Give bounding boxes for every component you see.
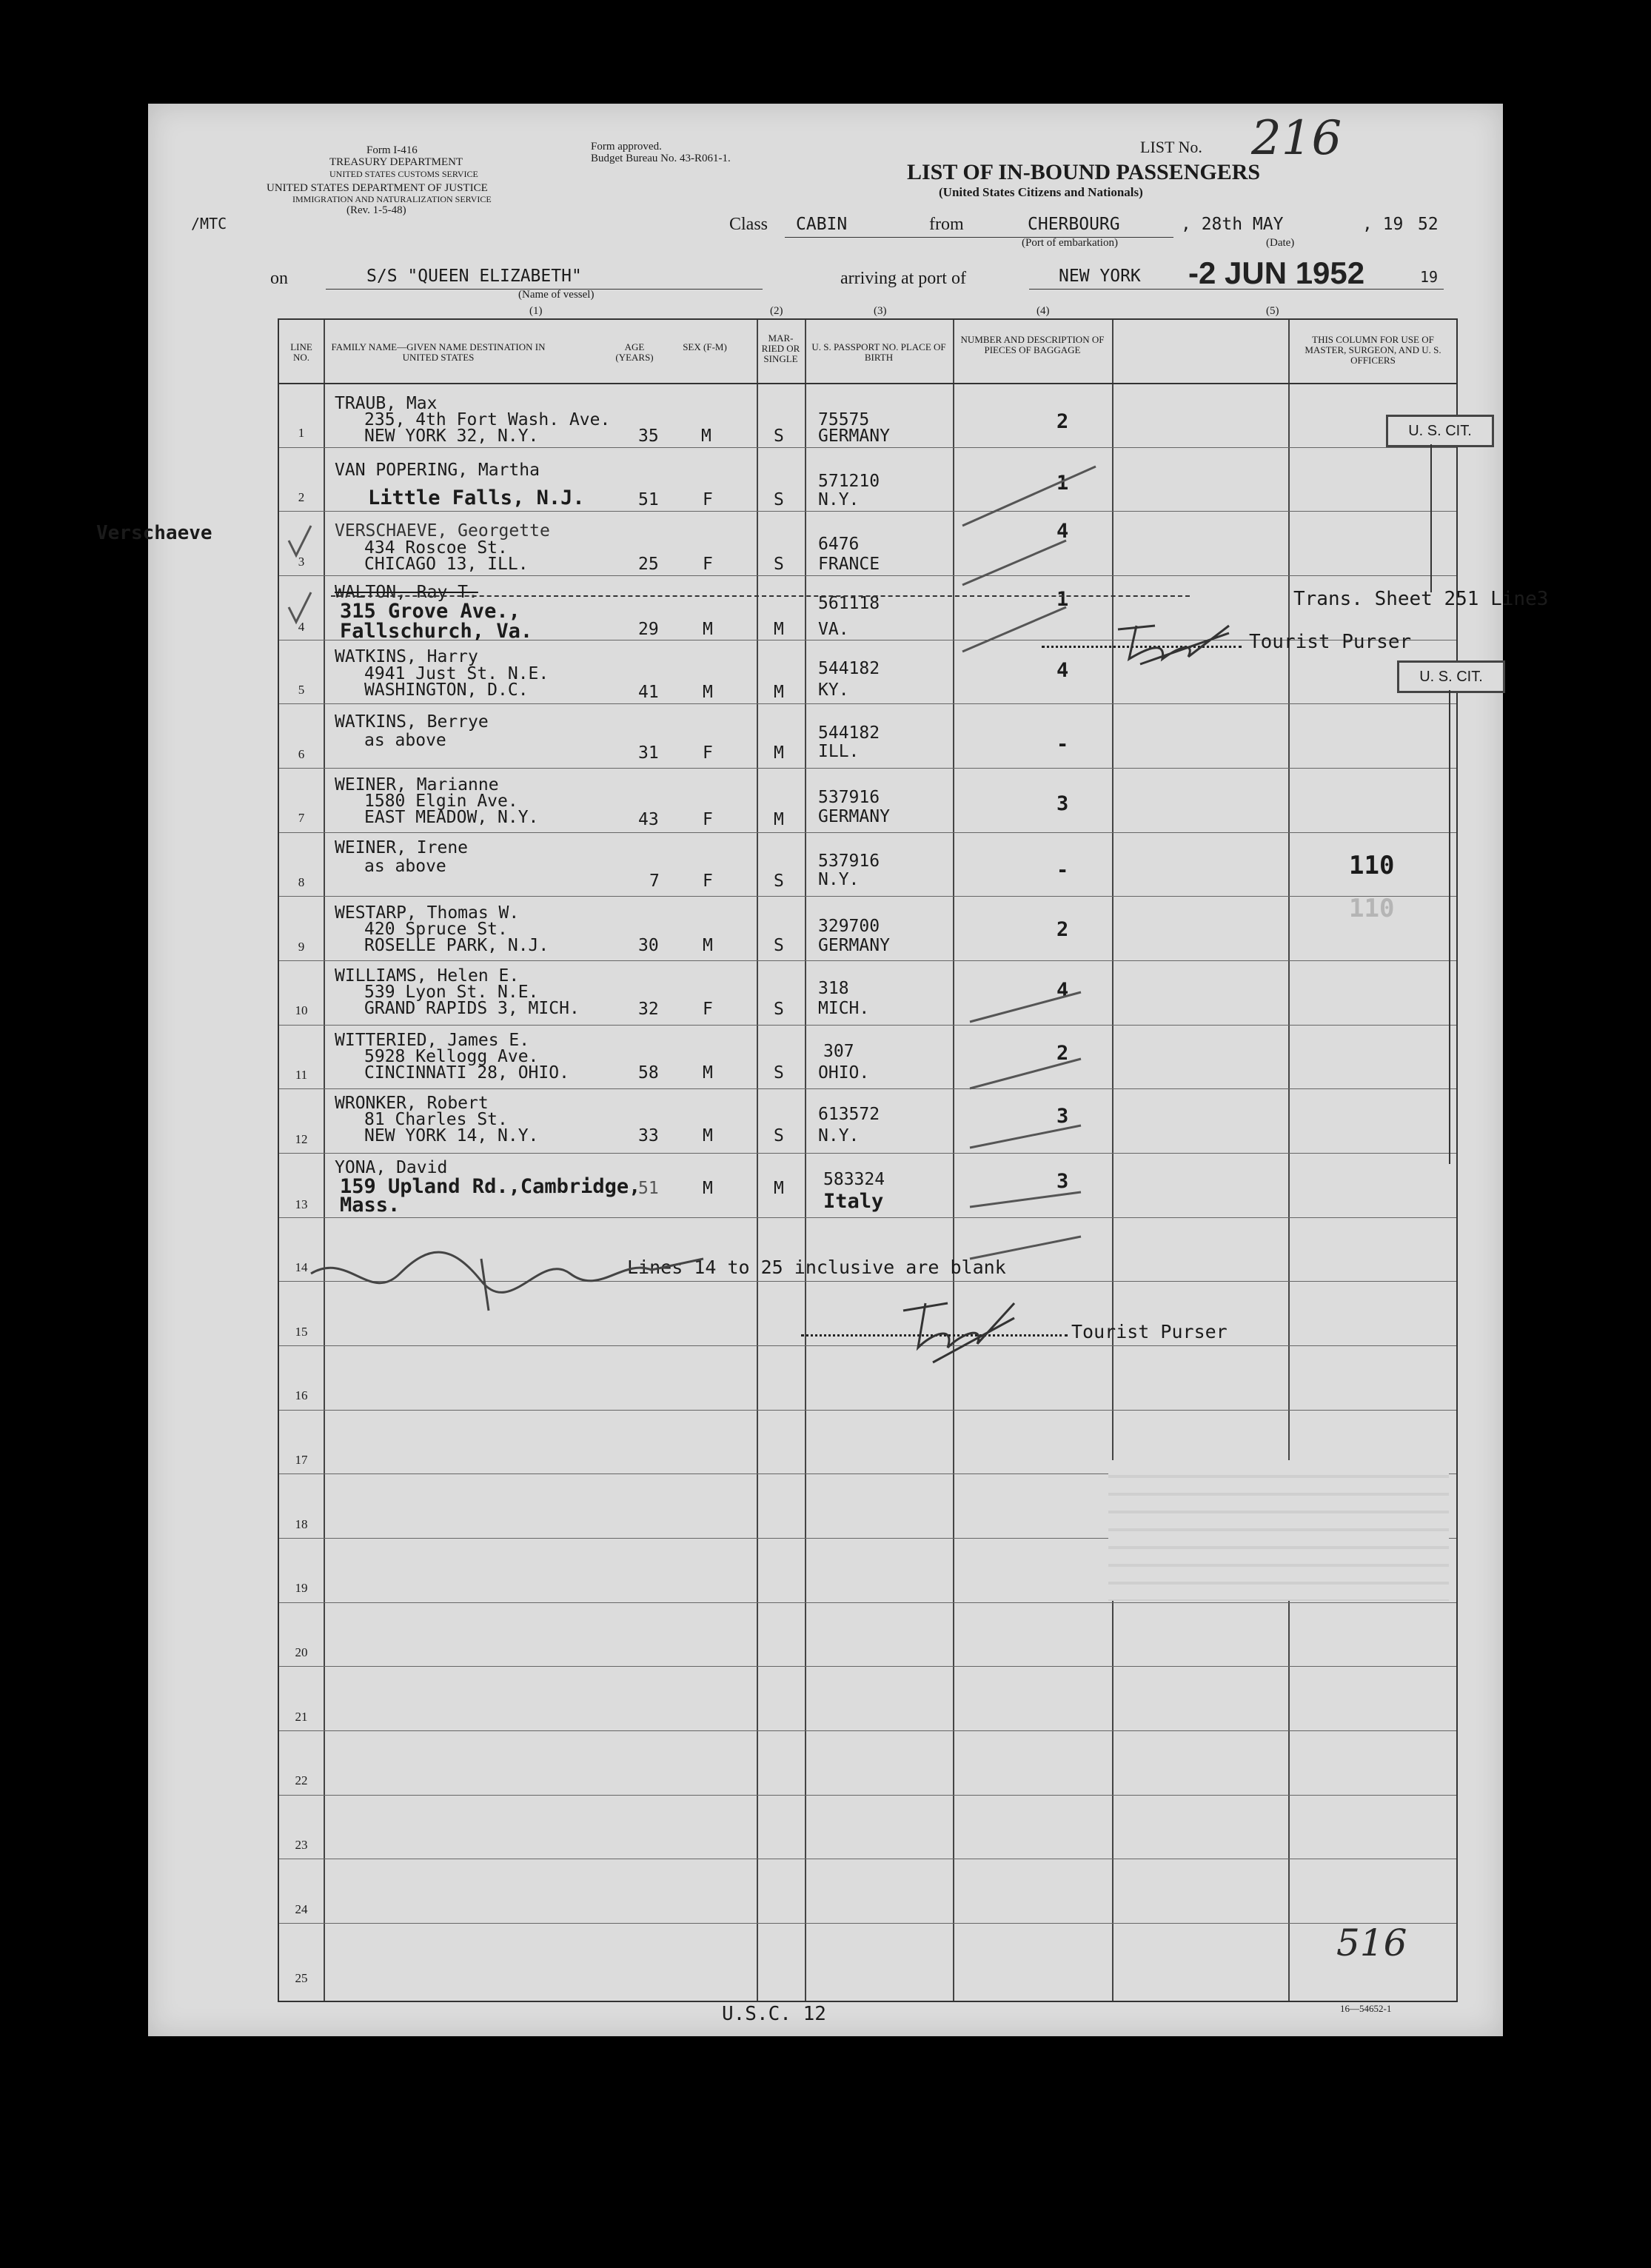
passport-number: 318 bbox=[818, 979, 849, 998]
place-of-birth: Italy bbox=[823, 1190, 884, 1213]
place-of-birth: OHIO. bbox=[818, 1063, 870, 1083]
passenger-address: 315 Grove Ave., bbox=[340, 600, 520, 623]
passenger-city: Mass. bbox=[340, 1194, 401, 1217]
passenger-city: NEW YORK 32, N.Y. bbox=[364, 426, 539, 446]
col-header-baggage: NUMBER AND DESCRIPTION OF PIECES OF BAGGAGE bbox=[960, 334, 1105, 355]
passenger-address: 1580 Elgin Ave. bbox=[364, 792, 518, 811]
marital-status: M bbox=[774, 620, 784, 639]
us-citizen-stamp: U. S. CIT. bbox=[1397, 660, 1505, 693]
rev-line: (Rev. 1-5-48) bbox=[346, 204, 406, 216]
baggage-count: 3 bbox=[1056, 792, 1069, 815]
passenger-age: 51 bbox=[638, 490, 659, 509]
marital-status: M bbox=[774, 683, 784, 702]
passenger-name: TRAUB, Max bbox=[335, 394, 438, 413]
place-of-birth: ILL. bbox=[818, 742, 860, 761]
passenger-age: 7 bbox=[649, 872, 660, 891]
passenger-name: WATKINS, Berrye bbox=[335, 712, 489, 732]
place-of-birth: GERMANY bbox=[818, 936, 890, 955]
passenger-sex: F bbox=[703, 872, 713, 891]
col-header-age: AGE (YEARS) bbox=[615, 341, 654, 363]
baggage-count: - bbox=[1056, 733, 1069, 756]
from-value: CHERBOURG bbox=[1028, 215, 1120, 234]
marital-status: S bbox=[774, 490, 784, 509]
col-num-3: (3) bbox=[874, 305, 887, 317]
budget-line: Budget Bureau No. 43-R061-1. bbox=[591, 153, 731, 164]
passenger-address: 420 Spruce St. bbox=[364, 920, 508, 939]
passenger-address: as above bbox=[364, 857, 446, 876]
marital-status: S bbox=[774, 1126, 784, 1145]
col-num-2: (2) bbox=[770, 305, 783, 317]
passenger-city: CHICAGO 13, ILL. bbox=[364, 555, 529, 574]
marital-status: S bbox=[774, 872, 784, 891]
passenger-name: WALTON, Ray T. bbox=[335, 583, 478, 602]
passenger-address: 5928 Kellogg Ave. bbox=[364, 1047, 539, 1066]
form-code: U.S.C. 12 bbox=[722, 2003, 826, 2025]
year-prefix: , 19 bbox=[1362, 215, 1404, 234]
arriving-value: NEW YORK bbox=[1059, 267, 1141, 286]
class-value: CABIN bbox=[796, 215, 848, 234]
col-header-line-no: LINE NO. bbox=[290, 341, 312, 363]
line-number: 3 bbox=[298, 555, 305, 569]
marital-status: S bbox=[774, 936, 784, 955]
col-header-passport: U. S. PASSPORT NO. PLACE OF BIRTH bbox=[811, 341, 946, 363]
passenger-name: VERSCHAEVE, Georgette bbox=[335, 521, 550, 541]
baggage-count: 3 bbox=[1056, 1105, 1069, 1128]
tourist-purser-signature-label: Tourist Purser bbox=[1071, 1321, 1228, 1342]
passenger-sex: M bbox=[703, 1063, 713, 1083]
passenger-sex: M bbox=[703, 683, 713, 702]
passenger-name: WILLIAMS, Helen E. bbox=[335, 966, 520, 986]
passenger-sex: M bbox=[703, 1126, 713, 1145]
passenger-name: WRONKER, Robert bbox=[335, 1094, 489, 1113]
ins-line: IMMIGRATION AND NATURALIZATION SERVICE bbox=[292, 194, 492, 204]
baggage-count: 1 bbox=[1056, 588, 1069, 611]
passenger-count-stamp: 110 bbox=[1349, 851, 1395, 880]
line-number: 7 bbox=[298, 811, 305, 825]
passport-number: 544182 bbox=[818, 659, 880, 678]
place-of-birth: GERMANY bbox=[818, 426, 890, 446]
us-citizen-stamp: U. S. CIT. bbox=[1386, 415, 1494, 447]
passenger-age: 30 bbox=[638, 936, 659, 955]
bracket-line bbox=[1430, 444, 1432, 592]
passenger-city: NEW YORK 14, N.Y. bbox=[364, 1126, 539, 1145]
date-caption: (Date) bbox=[1266, 237, 1295, 249]
place-of-birth: N.Y. bbox=[818, 490, 860, 509]
row-separator bbox=[279, 383, 1456, 384]
passenger-sex: M bbox=[703, 620, 713, 639]
passenger-city: Fallschurch, Va. bbox=[340, 620, 533, 643]
passport-number: 544182 bbox=[818, 723, 880, 743]
passenger-age: 31 bbox=[638, 743, 659, 763]
passport-number: 307 bbox=[823, 1042, 854, 1061]
place-of-birth: GERMANY bbox=[818, 807, 890, 826]
vessel-value: S/S "QUEEN ELIZABETH" bbox=[366, 267, 582, 286]
passenger-address: 4941 Just St. N.E. bbox=[364, 664, 549, 683]
passenger-name: WEINER, Irene bbox=[335, 838, 469, 857]
place-of-birth: MICH. bbox=[818, 999, 870, 1018]
line-number: 9 bbox=[298, 940, 305, 954]
line-number: 11 bbox=[295, 1068, 308, 1082]
passenger-sex: F bbox=[703, 743, 713, 763]
line-number: 23 bbox=[295, 1838, 308, 1852]
passport-number: 613572 bbox=[818, 1105, 880, 1124]
passenger-count-stamp-faint: 110 bbox=[1349, 894, 1395, 923]
list-no-label: LIST No. bbox=[1140, 138, 1202, 156]
col-header-sex: SEX (F-M) bbox=[683, 341, 727, 352]
line-number: 15 bbox=[295, 1325, 308, 1339]
passenger-sex: F bbox=[703, 1000, 713, 1019]
passenger-address: 159 Upland Rd.,Cambridge, bbox=[340, 1175, 641, 1198]
pencil-check-marks bbox=[281, 459, 1170, 1348]
from-label: from bbox=[929, 215, 964, 234]
passenger-name: WESTARP, Thomas W. bbox=[335, 903, 520, 923]
line-number: 1 bbox=[298, 426, 305, 440]
passenger-city: ROSELLE PARK, N.J. bbox=[364, 936, 549, 955]
baggage-count: 4 bbox=[1056, 979, 1069, 1002]
passenger-city: CINCINNATI 28, OHIO. bbox=[364, 1063, 569, 1083]
passport-number: 583324 bbox=[823, 1170, 885, 1189]
year-value: 52 bbox=[1418, 215, 1439, 234]
date-value: , 28th MAY bbox=[1181, 215, 1284, 234]
line-number: 21 bbox=[295, 1710, 308, 1724]
passenger-city: WASHINGTON, D.C. bbox=[364, 680, 529, 700]
passenger-city: GRAND RAPIDS 3, MICH. bbox=[364, 999, 580, 1018]
passenger-sex: M bbox=[701, 426, 711, 446]
passenger-age: 43 bbox=[638, 810, 659, 829]
baggage-count: - bbox=[1056, 859, 1069, 882]
passenger-address: 539 Lyon St. N.E. bbox=[364, 983, 539, 1002]
passenger-age: 32 bbox=[638, 1000, 659, 1019]
passport-number: 561118 bbox=[818, 594, 880, 613]
marital-status: M bbox=[774, 743, 784, 763]
blank-lines-note: Lines 14 to 25 inclusive are blank bbox=[627, 1257, 1006, 1278]
passenger-age: 41 bbox=[638, 683, 659, 702]
passenger-name: WITTERIED, James E. bbox=[335, 1031, 530, 1050]
row-separator bbox=[279, 1730, 1456, 1731]
place-of-birth: KY. bbox=[818, 680, 849, 700]
passenger-age: 35 bbox=[638, 426, 659, 446]
bracket-line bbox=[1449, 690, 1450, 1164]
baggage-count: 2 bbox=[1056, 1042, 1069, 1065]
page-mark: 516 bbox=[1336, 1921, 1407, 1964]
marital-status: S bbox=[774, 426, 784, 446]
line-number: 10 bbox=[295, 1003, 308, 1017]
line-number: 17 bbox=[295, 1453, 308, 1467]
customs-line: UNITED STATES CUSTOMS SERVICE bbox=[329, 169, 478, 179]
row-separator bbox=[279, 447, 1456, 448]
passenger-name: WATKINS, Harry bbox=[335, 647, 478, 666]
passenger-age: 29 bbox=[638, 620, 659, 639]
place-of-birth: VA. bbox=[818, 620, 849, 639]
treasury-line: TREASURY DEPARTMENT bbox=[329, 156, 463, 168]
passenger-sex: M bbox=[703, 1179, 713, 1198]
line-number: 18 bbox=[295, 1517, 308, 1531]
print-code: 16—54652-1 bbox=[1340, 2003, 1392, 2014]
col-num-4: (4) bbox=[1037, 305, 1050, 317]
line-number: 6 bbox=[298, 747, 305, 761]
passenger-name: YONA, David bbox=[335, 1158, 448, 1177]
document-subtitle: (United States Citizens and Nationals) bbox=[939, 185, 1143, 199]
marital-status: S bbox=[774, 1000, 784, 1019]
on-label: on bbox=[270, 269, 288, 288]
baggage-count: 1 bbox=[1056, 472, 1069, 495]
list-no-value: 216 bbox=[1251, 111, 1342, 166]
arrival-date-stamp: -2 JUN 1952 bbox=[1188, 255, 1365, 290]
passenger-sex: M bbox=[703, 936, 713, 955]
line-number: 16 bbox=[295, 1388, 308, 1402]
row-separator bbox=[279, 1602, 1456, 1603]
col-header-name: FAMILY NAME—GIVEN NAME DESTINATION IN UNITED STATES bbox=[331, 341, 546, 363]
marital-status: S bbox=[774, 555, 784, 574]
line-number: 8 bbox=[298, 875, 305, 889]
baggage-count: 2 bbox=[1056, 410, 1069, 433]
column-divider bbox=[1288, 320, 1290, 2001]
row-separator bbox=[279, 1410, 1456, 1411]
line-number: 12 bbox=[295, 1132, 308, 1146]
baggage-count: 2 bbox=[1056, 918, 1069, 941]
passenger-sex: F bbox=[703, 490, 713, 509]
passenger-address: 81 Charles St. bbox=[364, 1110, 508, 1129]
tourist-purser-note: Tourist Purser bbox=[1249, 631, 1412, 653]
passport-number: 537916 bbox=[818, 852, 880, 871]
col-header-married: MAR-RIED OR SINGLE bbox=[761, 332, 800, 364]
baggage-count: 4 bbox=[1056, 659, 1069, 682]
place-of-birth: N.Y. bbox=[818, 870, 860, 889]
passenger-sex: F bbox=[703, 810, 713, 829]
stamp-year-suffix: 19 bbox=[1420, 268, 1439, 286]
passport-number: 75575 bbox=[818, 410, 870, 429]
approved-line: Form approved. bbox=[591, 141, 662, 153]
line-number: 14 bbox=[295, 1260, 308, 1274]
marital-status: M bbox=[774, 1179, 784, 1198]
line-number: 19 bbox=[295, 1581, 308, 1595]
passport-number: 537916 bbox=[818, 788, 880, 807]
line-number: 20 bbox=[295, 1645, 308, 1659]
passport-number: 571210 bbox=[818, 472, 880, 491]
port-embark-caption: (Port of embarkation) bbox=[1022, 237, 1118, 249]
passenger-sex: F bbox=[703, 555, 713, 574]
class-label: Class bbox=[729, 215, 768, 234]
line-number: 24 bbox=[295, 1902, 308, 1916]
line-number: 22 bbox=[295, 1773, 308, 1787]
passport-number: 329700 bbox=[818, 917, 880, 936]
arriving-label: arriving at port of bbox=[840, 269, 966, 288]
place-of-birth: N.Y. bbox=[818, 1126, 860, 1145]
vessel-caption: (Name of vessel) bbox=[518, 289, 595, 301]
marital-status: M bbox=[774, 810, 784, 829]
transfer-note: Trans. Sheet 251 Line3 bbox=[1293, 588, 1549, 610]
baggage-count: 3 bbox=[1056, 1170, 1069, 1193]
passenger-age: 51 bbox=[638, 1179, 659, 1198]
line-number: 13 bbox=[295, 1197, 308, 1211]
class-underline bbox=[785, 237, 1007, 238]
col-header-officers: THIS COLUMN FOR USE OF MASTER, SURGEON, AND U. S. OFFICERS bbox=[1305, 334, 1441, 366]
bleed-through-text bbox=[1108, 1460, 1449, 1601]
form-id: Form I-416 bbox=[366, 144, 418, 156]
row-separator bbox=[279, 1666, 1456, 1667]
line-number: 5 bbox=[298, 683, 305, 697]
col-num-5: (5) bbox=[1266, 305, 1279, 317]
mtc-mark: /MTC bbox=[191, 215, 227, 233]
row-separator bbox=[279, 1795, 1456, 1796]
passenger-address: as above bbox=[364, 731, 446, 750]
place-of-birth: FRANCE bbox=[818, 555, 880, 574]
passenger-city: EAST MEADOW, N.Y. bbox=[364, 808, 539, 827]
marital-status: S bbox=[774, 1063, 784, 1083]
passenger-address: 235, 4th Fort Wash. Ave. bbox=[364, 410, 611, 429]
manifest-page bbox=[96, 104, 1549, 2036]
line-number: 4 bbox=[298, 620, 305, 634]
col-num-1: (1) bbox=[529, 305, 543, 317]
passenger-address: 434 Roscoe St. bbox=[364, 538, 508, 558]
line-number: 2 bbox=[298, 490, 305, 504]
passport-number: 6476 bbox=[818, 535, 860, 554]
passenger-name: VAN POPERING, Martha bbox=[335, 461, 540, 480]
baggage-count: 4 bbox=[1056, 520, 1069, 543]
margin-name-verschaeve: Verschaeve bbox=[96, 522, 212, 544]
document-title: LIST OF IN-BOUND PASSENGERS bbox=[907, 160, 1261, 184]
passenger-name: WEINER, Marianne bbox=[335, 775, 499, 795]
justice-line: UNITED STATES DEPARTMENT OF JUSTICE bbox=[267, 182, 488, 194]
passenger-age: 33 bbox=[638, 1126, 659, 1145]
passenger-age: 25 bbox=[638, 555, 659, 574]
line-number: 25 bbox=[295, 1971, 308, 1985]
passenger-age: 58 bbox=[638, 1063, 659, 1083]
passenger-city: Little Falls, N.J. bbox=[368, 486, 585, 509]
row-separator bbox=[279, 1923, 1456, 1924]
